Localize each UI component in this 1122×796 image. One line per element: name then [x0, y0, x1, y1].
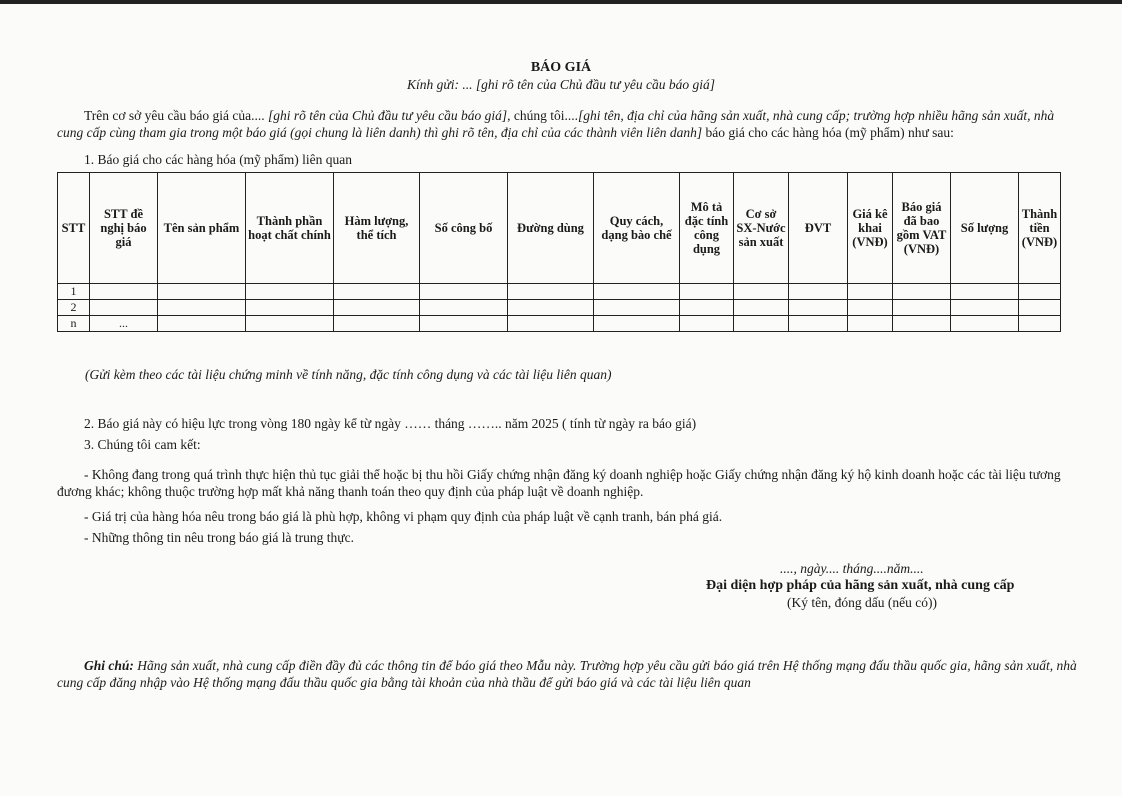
col-header: ĐVT [789, 173, 848, 284]
intro-paragraph [57, 107, 1082, 141]
col-header: Quy cách, dạng bào chế [594, 173, 680, 284]
section-3-heading: 3. Chúng tôi cam kết: [84, 437, 201, 452]
table-row [58, 284, 1061, 300]
col-header: Báo giá đã bao gồm VAT (VNĐ) [893, 173, 951, 284]
intro-text-3: , chúng tôi.... [507, 108, 578, 123]
section-2-validity: 2. Báo giá này có hiệu lực trong vòng 180 ngày kể từ ngày …… tháng …….. năm 2025 ( tính từ ngày ra báo giá) [84, 416, 697, 431]
intro-text-2: [ghi rõ tên của Chủ đầu tư yêu cầu báo giá] [267, 108, 508, 123]
commitment-2: - Giá trị của hàng hóa nêu trong báo giá là phù hợp, không vi phạm quy định của pháp luật về cạnh tranh, bán phá giá. [84, 509, 723, 524]
col-header: Cơ sở SX-Nước sản xuất [734, 173, 789, 284]
col-header: STT đề nghị báo giá [90, 173, 158, 284]
row-number: 2 [58, 300, 90, 316]
scan-top-edge [0, 0, 1122, 4]
footnote-label: Ghi chú: [84, 658, 134, 673]
signature-representative: Đại diện hợp pháp của hãng sản xuất, nhà cung cấp [706, 578, 1015, 593]
signature-date-line: ...., ngày.... tháng....năm.... [780, 561, 924, 576]
row-number: 1 [58, 284, 90, 300]
intro-text-4: [ghi tên, địa chỉ của hãng sản xuất, nhà cung cấp; trường hợp nhiều hãng sản xuất, nhà cung cấp cùng tham gia trong một báo giá (gọi chung là liên danh) thì ghi rõ tên, địa chỉ của các thành viên liên danh] [57, 108, 1055, 140]
col-header: STT [58, 173, 90, 284]
commitment-1: - Không đang trong quá trình thực hiện thủ tục giải thể hoặc bị thu hồi Giấy chứng nhận đăng ký doanh nghiệp hoặc Giấy chứng nhận đăng ký hộ kinh doanh hoặc các tài liệu tương đương khác; không thuộc trường hợp mất khả năng thanh toán theo quy định của pháp luật về doanh nghiệp. [57, 467, 1061, 499]
attachment-note: (Gửi kèm theo các tài liệu chứng minh về tính năng, đặc tính công dụng và các tài liệu liên quan) [85, 367, 612, 382]
commitment-3: - Những thông tin nêu trong báo giá là trung thực. [84, 530, 354, 545]
col-header: Số công bố [420, 173, 508, 284]
requested-item-number: ... [90, 316, 158, 332]
col-header: Giá kê khai (VNĐ) [848, 173, 893, 284]
table-row [58, 300, 1061, 316]
intro-text-5: báo giá cho các hàng hóa (mỹ phẩm) như sau: [702, 125, 954, 140]
table-row [58, 316, 1061, 332]
section-1-heading: 1. Báo giá cho các hàng hóa (mỹ phẩm) liên quan [84, 152, 353, 167]
col-header: Mô tả đặc tính công dụng [680, 173, 734, 284]
col-header: Hàm lượng, thể tích [334, 173, 420, 284]
footnote [57, 657, 1082, 691]
recipient-line: Kính gửi: ... [ghi rõ tên của Chủ đầu tư yêu cầu báo giá] [407, 77, 715, 92]
table-header-row [58, 173, 1061, 284]
col-header: Đường dùng [508, 173, 594, 284]
signature-instruction: (Ký tên, đóng dấu (nếu có)) [787, 595, 937, 610]
document-title: BÁO GIÁ [530, 60, 592, 75]
requested-item-number [90, 284, 158, 300]
col-header: Thành tiền (VNĐ) [1019, 173, 1061, 284]
intro-text-1: Trên cơ sở yêu cầu báo giá của.... [84, 108, 268, 123]
col-header: Tên sản phẩm [158, 173, 246, 284]
quotation-table [57, 172, 1061, 332]
footnote-text: Hãng sản xuất, nhà cung cấp điền đầy đủ các thông tin để báo giá theo Mẫu này. Trường hợp yêu cầu gửi báo giá trên Hệ thống mạng đấu thầu quốc gia, hãng sản xuất, nhà cung cấp đăng nhập vào Hệ thống mạng đấu thầu quốc gia bằng tài khoản của nhà thầu để gửi báo giá và các tài liệu liên quan [57, 658, 1077, 690]
col-header: Thành phần hoạt chất chính [246, 173, 334, 284]
row-number: n [58, 316, 90, 332]
col-header: Số lượng [951, 173, 1019, 284]
requested-item-number [90, 300, 158, 316]
